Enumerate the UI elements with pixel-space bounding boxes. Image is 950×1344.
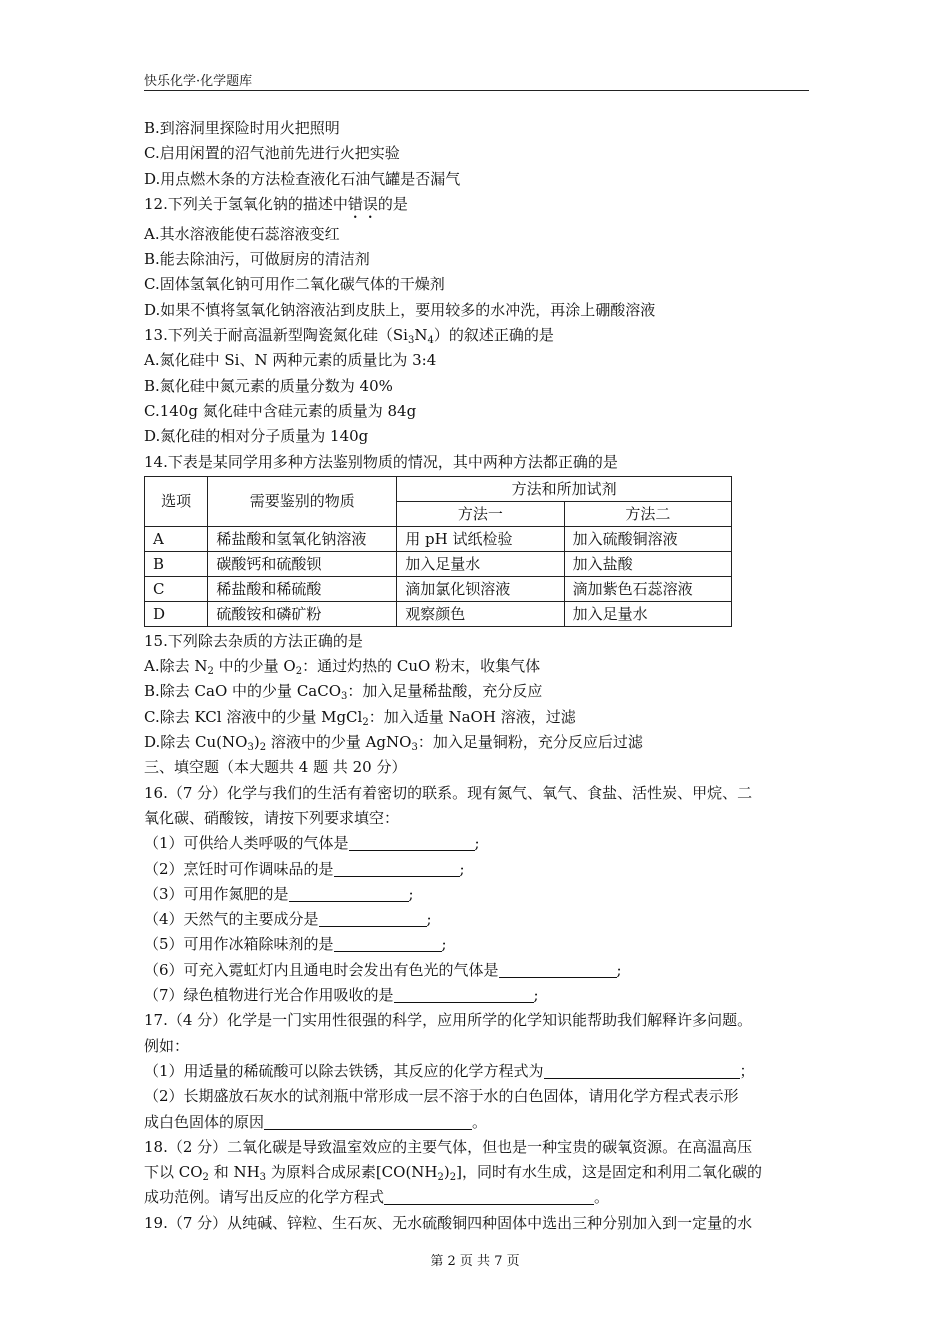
page-footer: 第 2 页 共 7 页	[430, 1254, 520, 1269]
answer-blank[interactable]	[394, 985, 534, 1003]
q15-option-a: A.除去 $N_2$ 中的少量 $O_2$：通过灼热的 CuO 粉末，收集气体	[144, 657, 541, 678]
q15-stem: 15.下列除去杂质的方法正确的是	[144, 631, 363, 650]
table-cell: B	[145, 551, 208, 576]
answer-blank[interactable]	[319, 909, 427, 927]
table-header-row	[145, 476, 732, 501]
q18-line3: 成功范例。请写出反应的化学方程式 。	[144, 1188, 610, 1207]
section-heading: 三、填空题（本大题共 4 题 共 20 分）	[144, 758, 407, 777]
q11-option-c: C.启用闲置的沼气池前先进行火把实验	[144, 144, 400, 163]
table-cell: D	[145, 601, 208, 626]
q15-option-d: D.除去 $Cu(NO_3)_2$ 溶液中的少量 AgNO$_3$：加入足量铜粉，充分反应后过滤	[144, 733, 643, 754]
header-title: 快乐化学·化学题库	[144, 74, 253, 89]
answer-blank[interactable]	[544, 1061, 740, 1079]
table-row	[145, 551, 732, 576]
q17-stem-line1: 17.（4 分）化学是一门实用性很强的科学，应用所学的化学知识能帮助我们解释许多问题。	[144, 1011, 753, 1030]
q12-option-d: D.如果不慎将氢氧化钠溶液沾到皮肤上，要用较多的水冲洗，再涂上硼酸溶液	[144, 300, 656, 319]
answer-blank[interactable]	[289, 884, 409, 902]
q17-item-1: （1）用适量的稀硫酸可以除去铁锈，其反应的化学方程式为 ；	[144, 1061, 755, 1080]
q15-option-c: C.除去 KCl 溶液中的少量 MgCl$_2$：加入适量 NaOH 溶液，过滤	[144, 707, 576, 728]
table-cell: 加入硫酸铜溶液	[564, 526, 731, 551]
emphasis-word: 错误	[347, 194, 378, 213]
table-row	[145, 601, 732, 626]
table-header-cell: 方法一	[397, 501, 564, 526]
table-cell: A	[145, 526, 208, 551]
q13-option-d: D.氮化硅的相对分子质量为 140g	[144, 427, 369, 446]
q13-option-a: A.氮化硅中 Si、N 两种元素的质量比为 3:4	[144, 351, 437, 370]
q12-option-b: B.能去除油污，可做厨房的清洁剂	[144, 250, 370, 269]
answer-blank[interactable]	[334, 859, 460, 877]
q16-item-1: （1）可供给人类呼吸的气体是 ;	[144, 834, 480, 853]
q16-stem-line1: 16.（7 分）化学与我们的生活有着密切的联系。现有氮气、氧气、食盐、活性炭、甲烷、二	[144, 783, 753, 802]
answer-blank[interactable]	[384, 1187, 594, 1205]
q16-item-4: （4）天然气的主要成分是 ;	[144, 910, 432, 929]
table-header-cell: 选项	[145, 476, 208, 526]
table-cell: C	[145, 576, 208, 601]
q12-option-c: C.固体氢氧化钠可用作二氧化碳气体的干燥剂	[144, 275, 445, 294]
q16-item-6: （6）可充入霓虹灯内且通电时会发出有色光的气体是 ;	[144, 960, 622, 979]
q12-stem: 12.下列关于氢氧化钠的描述中错误的是	[144, 194, 408, 213]
answer-blank[interactable]	[499, 960, 617, 978]
page-content	[144, 116, 810, 1236]
q18-line2: 下以 $CO_2$ 和 $NH_3$ 为原料合成尿素$[CO(NH_2)_2]$，同时有水生成，这是固定和利用二氧化碳的	[144, 1163, 762, 1184]
table-header-cell: 方法和所加试剂	[397, 476, 732, 501]
q11-option-b: B.到溶洞里探险时用火把照明	[144, 119, 340, 137]
table-cell: 加入足量水	[397, 551, 564, 576]
table-header-cell: 需要鉴别的物质	[208, 476, 397, 526]
q16-item-2: （2）烹饪时可作调味品的是 ;	[144, 859, 465, 878]
table-row	[145, 576, 732, 601]
table-cell: 碳酸钙和硫酸钡	[208, 551, 397, 576]
table-cell: 滴加紫色石蕊溶液	[564, 576, 731, 601]
table-cell: 稀盐酸和稀硫酸	[208, 576, 397, 601]
q17-stem-line2: 例如：	[144, 1036, 190, 1055]
table-cell: 滴加氯化钡溶液	[397, 576, 564, 601]
table-cell: 加入盐酸	[564, 551, 731, 576]
table-cell: 加入足量水	[564, 601, 731, 626]
q13-option-b: B.氮化硅中氮元素的质量分数为 40%	[144, 376, 393, 395]
q14-table	[144, 476, 732, 627]
q16-stem-line2: 氧化碳、硝酸铵，请按下列要求填空：	[144, 808, 400, 827]
answer-blank[interactable]	[349, 833, 475, 851]
table-cell: 观察颜色	[397, 601, 564, 626]
q16-item-7: （7）绿色植物进行光合作用吸收的是 ;	[144, 986, 539, 1005]
table-cell: 硫酸铵和磷矿粉	[208, 601, 397, 626]
table-header-cell: 方法二	[564, 501, 731, 526]
table-cell: 用 pH 试纸检验	[397, 526, 564, 551]
table-cell: 稀盐酸和氢氧化钠溶液	[208, 526, 397, 551]
table-row	[145, 526, 732, 551]
answer-blank[interactable]	[334, 934, 442, 952]
q17-item-2-line1: （2）长期盛放石灰水的试剂瓶中常形成一层不溶于水的白色固体，请用化学方程式表示形	[144, 1087, 739, 1106]
q13-stem: 13.下列关于耐高温新型陶瓷氮化硅$(Si_3N_4)$的叙述正确的是	[144, 326, 554, 347]
q16-item-3: （3）可用作氮肥的是 ;	[144, 884, 414, 903]
q12-option-a: A.其水溶液能使石蕊溶液变红	[144, 224, 340, 243]
q19-line1: 19.（7 分）从纯碱、锌粒、生石灰、无水硫酸铜四种固体中选出三种分别加入到一定量的水	[144, 1213, 753, 1232]
q14-stem: 14.下表是某同学用多种方法鉴别物质的情况，其中两种方法都正确的是	[144, 452, 618, 471]
q13-option-c: C.140g 氮化硅中含硅元素的质量为 84g	[144, 401, 417, 420]
q18-line1: 18.（2 分）二氧化碳是导致温室效应的主要气体，但也是一种宝贵的碳氧资源。在高温高压	[144, 1137, 753, 1156]
page-header	[144, 74, 809, 91]
q16-item-5: （5）可用作冰箱除味剂的是 ;	[144, 935, 447, 954]
q17-item-2-line2: 成白色固体的原因 。	[144, 1112, 488, 1131]
q11-option-d: D.用点燃木条的方法检查液化石油气罐是否漏气	[144, 169, 461, 188]
answer-blank[interactable]	[264, 1112, 472, 1130]
q15-option-b: B.除去 CaO 中的少量 CaCO$_3$：加入足量稀盐酸，充分反应	[144, 682, 543, 703]
